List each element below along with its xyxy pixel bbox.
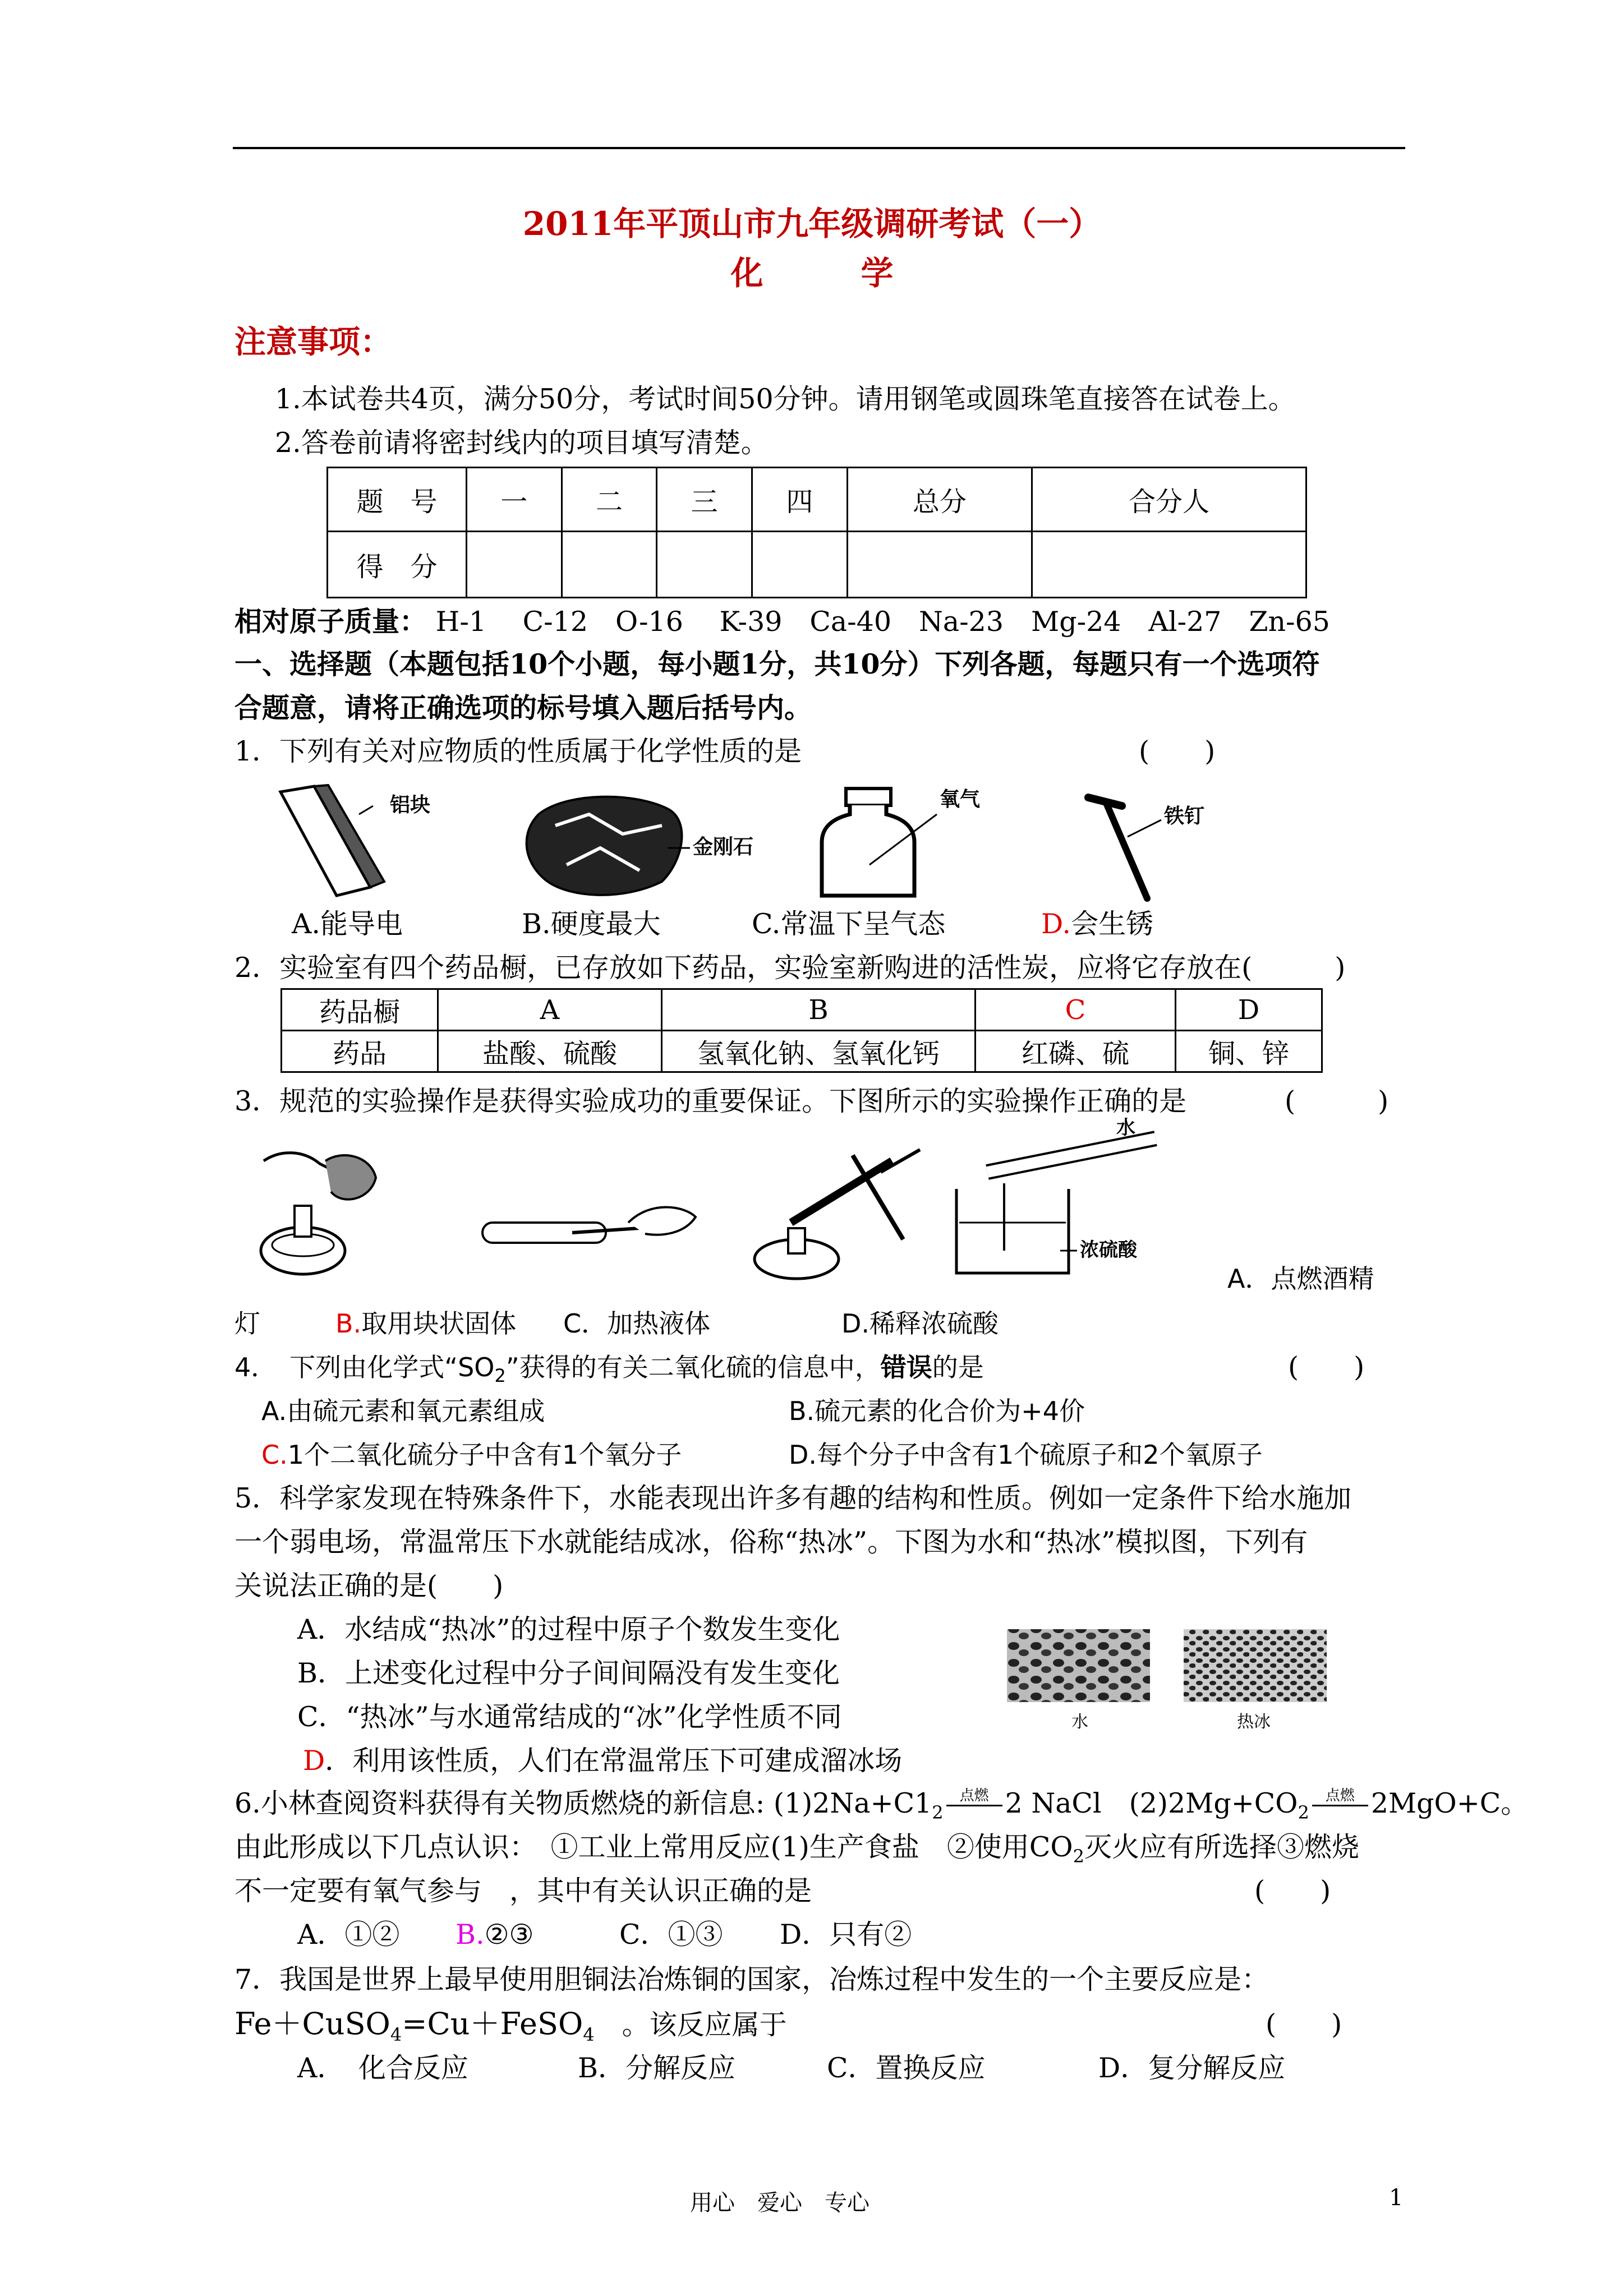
q5-option-c[interactable]: C．“热冰”与水通常结成的“冰”化学性质不同 xyxy=(297,1701,842,1733)
header-rule xyxy=(233,147,1405,149)
atomic-mass-values: H-1 C-12 O-16 K-39 Ca-40 Na-23 Mg-24 Al-27 Zn-65 xyxy=(435,606,1330,638)
atomic-mass-line xyxy=(234,605,1330,639)
q1-stem: 1．下列有关对应物质的性质属于化学性质的是 xyxy=(234,735,802,767)
fig-label: 金刚石 xyxy=(693,836,754,859)
q7-eq-c: 。该反应属于 xyxy=(594,2009,787,2041)
q3-option-b[interactable] xyxy=(335,1307,516,1340)
q2-table-cell: 氢氧化钠、氢氧化钙 xyxy=(662,1031,976,1072)
q2-cabinet-table xyxy=(280,988,1323,1073)
q2-table-cell: 药品 xyxy=(282,1031,438,1072)
q6-option-d[interactable]: D．只有② xyxy=(780,1919,912,1951)
q7-eq-sub2: 4 xyxy=(583,2023,595,2045)
notice-heading: 注意事项： xyxy=(234,324,392,361)
q1-option-c[interactable]: C.常温下呈气态 xyxy=(752,908,946,940)
q2-stem: 2．实验室有四个药品橱，已存放如下药品，实验室新购进的活性炭，应将它存放在( ) xyxy=(234,952,1346,984)
q3-answer-paren[interactable]: ( ) xyxy=(1285,1085,1389,1117)
reaction-condition-1: 点燃 xyxy=(959,1787,989,1804)
q5-option-d[interactable] xyxy=(303,1744,902,1778)
score-header-cell: 四 xyxy=(752,468,848,532)
q6-line1-c: 2MgO+C。 xyxy=(1370,1787,1529,1819)
q7-option-d[interactable]: D．复分解反应 xyxy=(1098,2052,1286,2084)
q6-option-b-letter: B. xyxy=(456,1919,485,1951)
q7-option-b[interactable]: B．分解反应 xyxy=(578,2052,736,2084)
fig-label: 铁钉 xyxy=(1164,805,1205,828)
q2-table-header-cell: C xyxy=(976,989,1176,1031)
q1-figures xyxy=(275,781,1285,910)
score-header-cell: 三 xyxy=(657,468,752,532)
q6-option-b[interactable] xyxy=(456,1918,533,1952)
heating-liquid-figure xyxy=(755,1150,920,1279)
q3-option-a-part2[interactable]: 灯 xyxy=(234,1308,260,1339)
q2-table-cell: 盐酸、硫酸 xyxy=(438,1031,662,1072)
q5-option-b[interactable]: B．上述变化过程中分子间间隔没有发生变化 xyxy=(297,1657,840,1689)
q4-stem-post: ”获得的有关二氧化硫的信息中， xyxy=(505,1352,881,1382)
score-input-cell[interactable] xyxy=(1032,532,1306,598)
q6-line2-a: 由此形成以下几点认识： ①工业上常用反应(1)生产食盐 ②使用CO xyxy=(234,1831,1073,1863)
q3-option-c[interactable]: C．加热液体 xyxy=(563,1308,711,1339)
q3-stem: 3．规范的实验操作是获得实验成功的重要保证。下图所示的实验操作正确的是 xyxy=(234,1085,1187,1117)
fig-label: 热冰 xyxy=(1237,1712,1271,1732)
hot-ice-model-image xyxy=(1184,1629,1327,1702)
exam-title: 2011年平顶山市九年级调研考试（一） xyxy=(522,205,1102,243)
score-table xyxy=(326,467,1307,598)
subject-title: 化 学 xyxy=(730,254,894,292)
dilution-figure xyxy=(956,1117,1156,1273)
q6-option-c[interactable]: C．①③ xyxy=(619,1919,723,1951)
score-header-cell: 二 xyxy=(562,468,657,532)
q5-option-a[interactable]: A．水结成“热冰”的过程中原子个数发生变化 xyxy=(297,1613,840,1645)
water-model-image xyxy=(1007,1629,1150,1702)
q3-option-b-text: 取用块状固体 xyxy=(361,1308,517,1339)
score-input-cell[interactable] xyxy=(562,532,657,598)
q4-stem-pre: 4． 下列由化学式“SO xyxy=(234,1352,495,1382)
q5-line3: 关说法正确的是( ) xyxy=(234,1570,504,1602)
q2-table-header-cell: B xyxy=(662,989,976,1031)
q6-line1-sub2: 2 xyxy=(1298,1801,1309,1823)
reaction-arrow-1 xyxy=(944,1787,1005,1820)
oxygen-jar-figure xyxy=(822,788,980,896)
q4-answer-paren[interactable]: ( ) xyxy=(1288,1351,1365,1383)
q4-option-a[interactable]: A.由硫元素和氧元素组成 xyxy=(261,1396,545,1426)
fig-label: 水 xyxy=(1071,1712,1088,1732)
q3-option-d[interactable]: D.稀释浓硫酸 xyxy=(841,1308,999,1339)
fig-label: 水 xyxy=(1116,1117,1135,1139)
notice-item-1: 1.本试卷共4页，满分50分，考试时间50分钟。请用钢笔或圆珠笔直接答在试卷上。 xyxy=(275,383,1296,415)
q4-option-c-letter: C. xyxy=(261,1440,288,1470)
q7-eq-sub1: 4 xyxy=(390,2023,402,2045)
q7-line1: 7．我国是世界上最早使用胆铜法冶炼铜的国家，冶炼过程中发生的一个主要反应是： xyxy=(234,1963,1269,1995)
score-header-cell: 一 xyxy=(467,468,562,532)
q7-eq-a: Fe＋CuSO xyxy=(234,2006,390,2041)
q1-option-a[interactable]: A.能导电 xyxy=(292,908,403,940)
q1-option-d-letter: D. xyxy=(1041,908,1071,940)
q1-option-b[interactable]: B.硬度最大 xyxy=(522,908,661,940)
q6-line2 xyxy=(234,1831,1359,1873)
q6-line2-sub: 2 xyxy=(1073,1845,1084,1867)
footer-motto: 用心 爱心 专心 xyxy=(690,2190,869,2216)
notice-item-2: 2.答卷前请将密封线内的项目填写清楚。 xyxy=(275,427,769,459)
q7-equation xyxy=(234,2005,787,2053)
q3-option-a-part1[interactable]: A．点燃酒精 xyxy=(1227,1264,1374,1294)
q4-stem xyxy=(234,1350,984,1393)
q5-figures xyxy=(1007,1624,1344,1736)
score-input-cell[interactable] xyxy=(657,532,752,598)
q2-table-cell: 红磷、硫 xyxy=(976,1031,1176,1072)
q2-table-header-cell: A xyxy=(438,989,662,1031)
q4-stem-sub: 2 xyxy=(494,1365,506,1387)
reaction-condition-2: 点燃 xyxy=(1325,1787,1355,1804)
q6-line1-a: 6.小林查阅资料获得有关物质燃烧的新信息: (1)2Na+C1 xyxy=(234,1787,932,1819)
section1-line1: 一、选择题（本题包括10个小题，每小题1分，共10分）下列各题，每题只有一个选项符 xyxy=(234,648,1320,680)
aluminum-block-figure xyxy=(280,785,430,896)
q4-option-d[interactable]: D.每个分子中含有1个硫原子和2个氧原子 xyxy=(789,1440,1263,1470)
q4-option-c-text: 1个二氧化硫分子中含有1个氧分子 xyxy=(287,1440,682,1470)
q6-option-b-text: ②③ xyxy=(484,1919,534,1951)
fig-label: 浓硫酸 xyxy=(1080,1239,1137,1261)
q4-option-c[interactable] xyxy=(261,1438,682,1472)
q2-table-header-cell: D xyxy=(1176,989,1322,1031)
q1-answer-paren[interactable]: ( ) xyxy=(1139,735,1216,767)
q5-option-d-letter: D xyxy=(303,1745,325,1777)
section1-line2: 合题意，请将正确选项的标号填入题后括号内。 xyxy=(234,691,812,724)
score-header-cell: 题 号 xyxy=(328,468,467,532)
fig-label: 氧气 xyxy=(940,788,981,811)
q6-option-a[interactable]: A．①② xyxy=(297,1919,400,1951)
q2-table-cell: 铜、锌 xyxy=(1176,1031,1322,1072)
q4-stem-end: 的是 xyxy=(932,1352,984,1382)
score-header-cell: 合分人 xyxy=(1032,468,1306,532)
score-input-cell[interactable] xyxy=(467,532,562,598)
q6-line1-b: 2 NaCl (2)2Mg+CO xyxy=(1005,1787,1298,1819)
iron-nail-figure xyxy=(1088,797,1204,898)
q5-line2: 一个弱电场，常温常压下水就能结成冰，俗称“热冰”。下图为水和“热冰”模拟图，下列有 xyxy=(234,1526,1308,1558)
q6-line2-b: 灭火应有所选择③燃烧 xyxy=(1084,1831,1359,1863)
reaction-arrow-2 xyxy=(1309,1787,1371,1820)
score-row-label: 得 分 xyxy=(328,532,467,598)
q3-option-b-letter: B. xyxy=(335,1308,362,1339)
q1-option-d[interactable] xyxy=(1041,907,1153,941)
q6-line3: 不一定要有氧气参与 ，其中有关认识正确的是 xyxy=(234,1875,812,1907)
q2-table-header-cell: 药品橱 xyxy=(282,989,438,1031)
page-number: 1 xyxy=(1389,2185,1404,2211)
q6-line1-sub1: 2 xyxy=(932,1801,944,1823)
q7-option-a[interactable]: A． 化合反应 xyxy=(297,2052,468,2084)
test-tube-figure xyxy=(482,1207,696,1243)
q1-option-d-text: 会生锈 xyxy=(1071,908,1154,940)
alcohol-lamp-figure xyxy=(261,1153,376,1274)
q6-answer-paren[interactable]: ( ) xyxy=(1254,1875,1331,1907)
score-header-cell: 总分 xyxy=(847,468,1032,532)
fig-label: 铝块 xyxy=(390,794,431,817)
q7-eq-b: =Cu＋FeSO xyxy=(402,2006,583,2041)
q7-option-c[interactable]: C．置换反应 xyxy=(827,2052,986,2084)
q4-stem-bold: 错误 xyxy=(880,1352,932,1382)
diamond-figure xyxy=(527,797,753,895)
q4-option-b[interactable]: B.硫元素的化合价为+4价 xyxy=(789,1396,1085,1426)
q6-line1 xyxy=(234,1787,1528,1829)
score-input-cell[interactable] xyxy=(847,532,1032,598)
atomic-mass-label: 相对原子质量： xyxy=(234,605,427,638)
score-input-cell[interactable] xyxy=(752,532,848,598)
q5-line1: 5．科学家发现在特殊条件下，水能表现出许多有趣的结构和性质。例如一定条件下给水施加 xyxy=(234,1482,1352,1514)
q7-answer-paren[interactable]: ( ) xyxy=(1266,2008,1342,2040)
q5-option-d-text: ．利用该性质，人们在常温常压下可建成溜冰场 xyxy=(325,1745,903,1777)
q3-figures xyxy=(258,1117,1212,1284)
